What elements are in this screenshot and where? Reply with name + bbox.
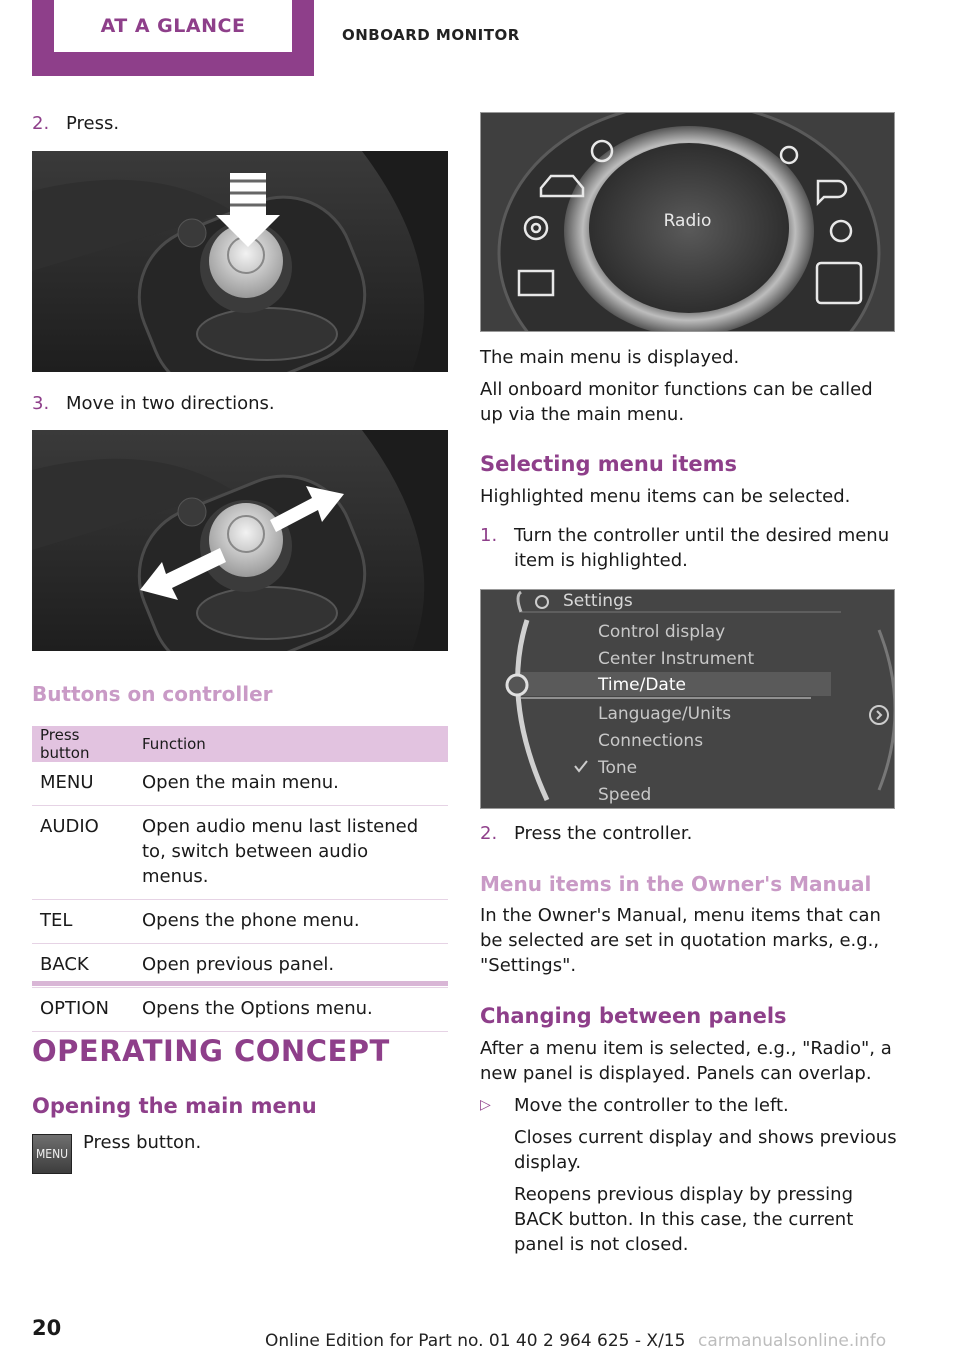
bullet-detail-2: Reopens previous display by pressing BACK button. In this case, the current panel is not closed. xyxy=(514,1184,854,1255)
selecting-menu-items-heading: Selecting menu items xyxy=(480,452,737,476)
controller-press-photo xyxy=(32,151,448,372)
main-menu-displayed-text: The main menu is displayed. xyxy=(480,347,740,368)
button-function: Open previous panel. xyxy=(134,944,448,988)
step-3-move xyxy=(32,391,448,416)
buttons-heading: Buttons on controller xyxy=(32,682,273,706)
owners-manual-heading: Menu items in the Owner's Manual xyxy=(480,872,872,896)
bullet-text: Move the controller to the left. xyxy=(514,1095,789,1116)
column-header: Function xyxy=(134,726,448,762)
opening-main-menu-heading: Opening the main menu xyxy=(32,1094,317,1118)
table-header-row xyxy=(32,726,448,762)
button-name: OPTION xyxy=(32,988,134,1032)
select-step-1 xyxy=(480,523,900,573)
step-number: 3. xyxy=(32,393,50,414)
button-function: Opens the Options menu. xyxy=(134,988,448,1032)
menu-item: Center Instrument xyxy=(598,649,755,669)
settings-title: Settings xyxy=(563,591,633,611)
button-name: AUDIO xyxy=(32,806,134,900)
button-function: Open the main menu. xyxy=(134,762,448,806)
step-text: Press the controller. xyxy=(514,823,693,844)
column-header: Press button xyxy=(32,726,134,762)
table-row xyxy=(32,762,448,806)
chapter-title: ONBOARD MONITOR xyxy=(342,26,520,44)
controller-move-photo xyxy=(32,430,448,651)
menu-item: Control display xyxy=(598,622,726,642)
bullet-triangle-icon: ▷ xyxy=(480,1097,491,1113)
bullet-move-left xyxy=(480,1093,900,1118)
bullet-detail-1: Closes current display and shows previous display. xyxy=(514,1127,897,1173)
step-text: Move in two directions. xyxy=(66,393,275,414)
step-text: Press. xyxy=(66,113,120,134)
menu-item: Connections xyxy=(598,731,704,751)
edition-text: Online Edition for Part no. 01 40 2 964 625 - X/15 xyxy=(265,1331,686,1351)
changing-panels-heading: Changing between panels xyxy=(480,1004,787,1028)
menu-item: Language/Units xyxy=(598,704,732,724)
button-name: MENU xyxy=(32,762,134,806)
main-menu-functions-text: All onboard monitor functions can be called up via the main menu. xyxy=(480,379,873,425)
step-number: 2. xyxy=(32,113,50,134)
table-bottom-rule xyxy=(32,981,448,986)
button-function: Opens the phone menu. xyxy=(134,900,448,944)
changing-panels-text: After a menu item is selected, e.g., "Radio", a new panel is displayed. Panels can overlap. xyxy=(480,1038,892,1084)
main-menu-screen xyxy=(480,112,895,332)
menu-button-icon: MENU xyxy=(32,1134,72,1174)
step-2-press xyxy=(32,111,448,136)
select-step-2 xyxy=(480,821,900,846)
table-row xyxy=(32,988,448,1032)
button-name: BACK xyxy=(32,944,134,988)
menu-item: Speed xyxy=(598,785,652,805)
step-number: 2. xyxy=(480,823,498,844)
press-button-text: Press button. xyxy=(83,1132,202,1153)
step-text: Turn the controller until the desired menu item is highlighted. xyxy=(514,525,890,571)
menu-item-highlighted: Time/Date xyxy=(598,675,686,695)
owners-manual-text: In the Owner's Manual, menu items that can be selected are set in quotation marks, e.g., "Settings". xyxy=(480,905,881,976)
table-row xyxy=(32,900,448,944)
button-name: TEL xyxy=(32,900,134,944)
watermark: carmanualsonline.info xyxy=(698,1331,887,1351)
controller-buttons-table xyxy=(32,726,448,1032)
section-tab-label: AT A GLANCE xyxy=(54,0,292,52)
page-number: 20 xyxy=(32,1316,62,1340)
menu-item: Tone xyxy=(598,758,638,778)
selecting-text: Highlighted menu items can be selected. xyxy=(480,486,851,507)
radio-label: Radio xyxy=(663,211,712,231)
table-row xyxy=(32,806,448,900)
step-number: 1. xyxy=(480,525,498,546)
operating-concept-heading: OPERATING CONCEPT xyxy=(32,1034,390,1068)
settings-screen xyxy=(480,589,895,809)
button-function: Open audio menu last listened to, switch between audio menus. xyxy=(134,806,448,900)
